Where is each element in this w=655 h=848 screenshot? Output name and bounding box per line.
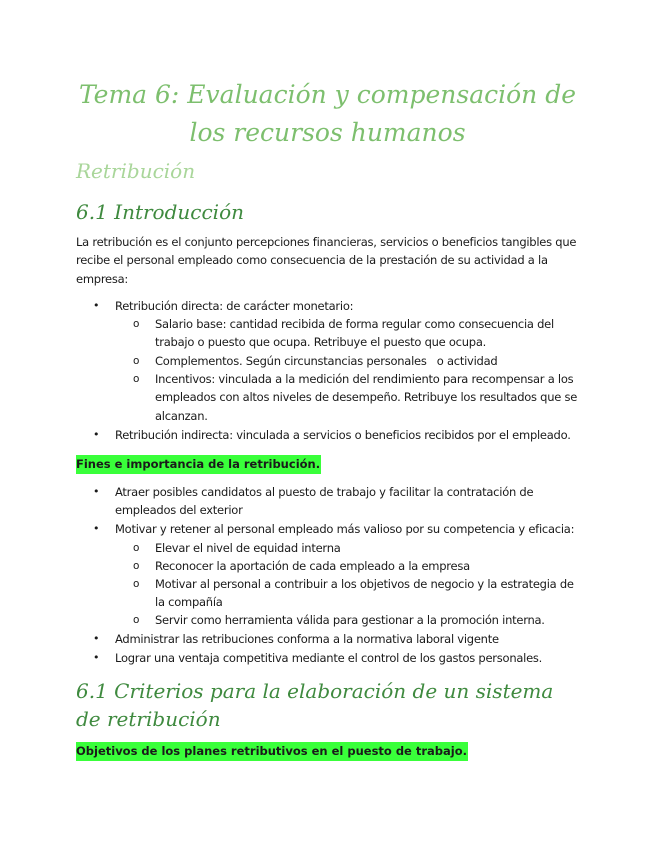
circle-bullet-icon: o <box>133 614 140 626</box>
sub-item-promocion: Servir como herramienta válida para gestionar a la promoción interna. <box>155 613 545 627</box>
sub-item-complementos: Complementos. Según circunstancias personales o actividad <box>155 354 498 368</box>
circle-bullet-icon: o <box>133 542 140 554</box>
highlight-objetivos: Objetivos de los planes retributivos en el puesto de trabajo. <box>76 742 468 761</box>
circle-bullet-icon: o <box>133 318 140 330</box>
bullet-icon: • <box>93 651 100 664</box>
list-item-lograr: Lograr una ventaja competitiva mediante el control de los gastos personales. <box>115 651 543 665</box>
section-heading-retribucion: Retribución <box>76 159 196 183</box>
bullet-icon: • <box>93 632 100 645</box>
circle-bullet-icon: o <box>133 373 140 385</box>
sub-item-salario-base: Salario base: cantidad recibida de forma regular como consecuencia del trabajo o puesto que ocupa. Retribuye el puesto que ocupa. <box>155 317 554 350</box>
list-item-administrar: Administrar las retribuciones conforma a la normativa laboral vigente <box>115 632 499 646</box>
list-item-retribucion-indirecta: Retribución indirecta: vinculada a servicios o beneficios recibidos por el empleado. <box>115 428 571 442</box>
intro-paragraph: La retribución es el conjunto percepciones financieras, servicios o beneficios tangibles que recibe el personal empleado como consecuencia de la prestación de su actividad a la empresa: <box>76 235 577 286</box>
circle-bullet-icon: o <box>133 560 140 572</box>
highlight-fines-importancia: Fines e importancia de la retribución. <box>76 455 321 474</box>
heading-introduccion: 6.1 Introducción <box>76 200 244 224</box>
list-item-atraer: Atraer posibles candidatos al puesto de trabajo y facilitar la contratación de empleados del exterior <box>115 485 534 518</box>
sub-item-incentivos: Incentivos: vinculada a la medición del rendimiento para recompensar a los empleados con altos niveles de desempeño. Retribuye los resultados que se alcanzan. <box>155 372 578 423</box>
circle-bullet-icon: o <box>133 578 140 590</box>
list-item-motivar: Motivar y retener al personal empleado más valioso por su competencia y eficacia: <box>115 522 575 536</box>
bullet-icon: • <box>93 428 100 441</box>
sub-item-reconocer: Reconocer la aportación de cada empleado a la empresa <box>155 559 470 573</box>
bullet-icon: • <box>93 522 100 535</box>
list-item-retribucion-directa: Retribución directa: de carácter monetario: <box>115 299 354 313</box>
bullet-icon: • <box>93 485 100 498</box>
circle-bullet-icon: o <box>133 355 140 367</box>
sub-item-motivar-personal: Motivar al personal a contribuir a los objetivos de negocio y la estrategia de la compañía <box>155 577 574 610</box>
sub-item-equidad: Elevar el nivel de equidad interna <box>155 541 341 555</box>
document-title: Tema 6: Evaluación y compensación de los recursos humanos <box>78 80 577 147</box>
heading-criterios: 6.1 Criterios para la elaboración de un sistema de retribución <box>76 679 554 731</box>
bullet-icon: • <box>93 299 100 312</box>
